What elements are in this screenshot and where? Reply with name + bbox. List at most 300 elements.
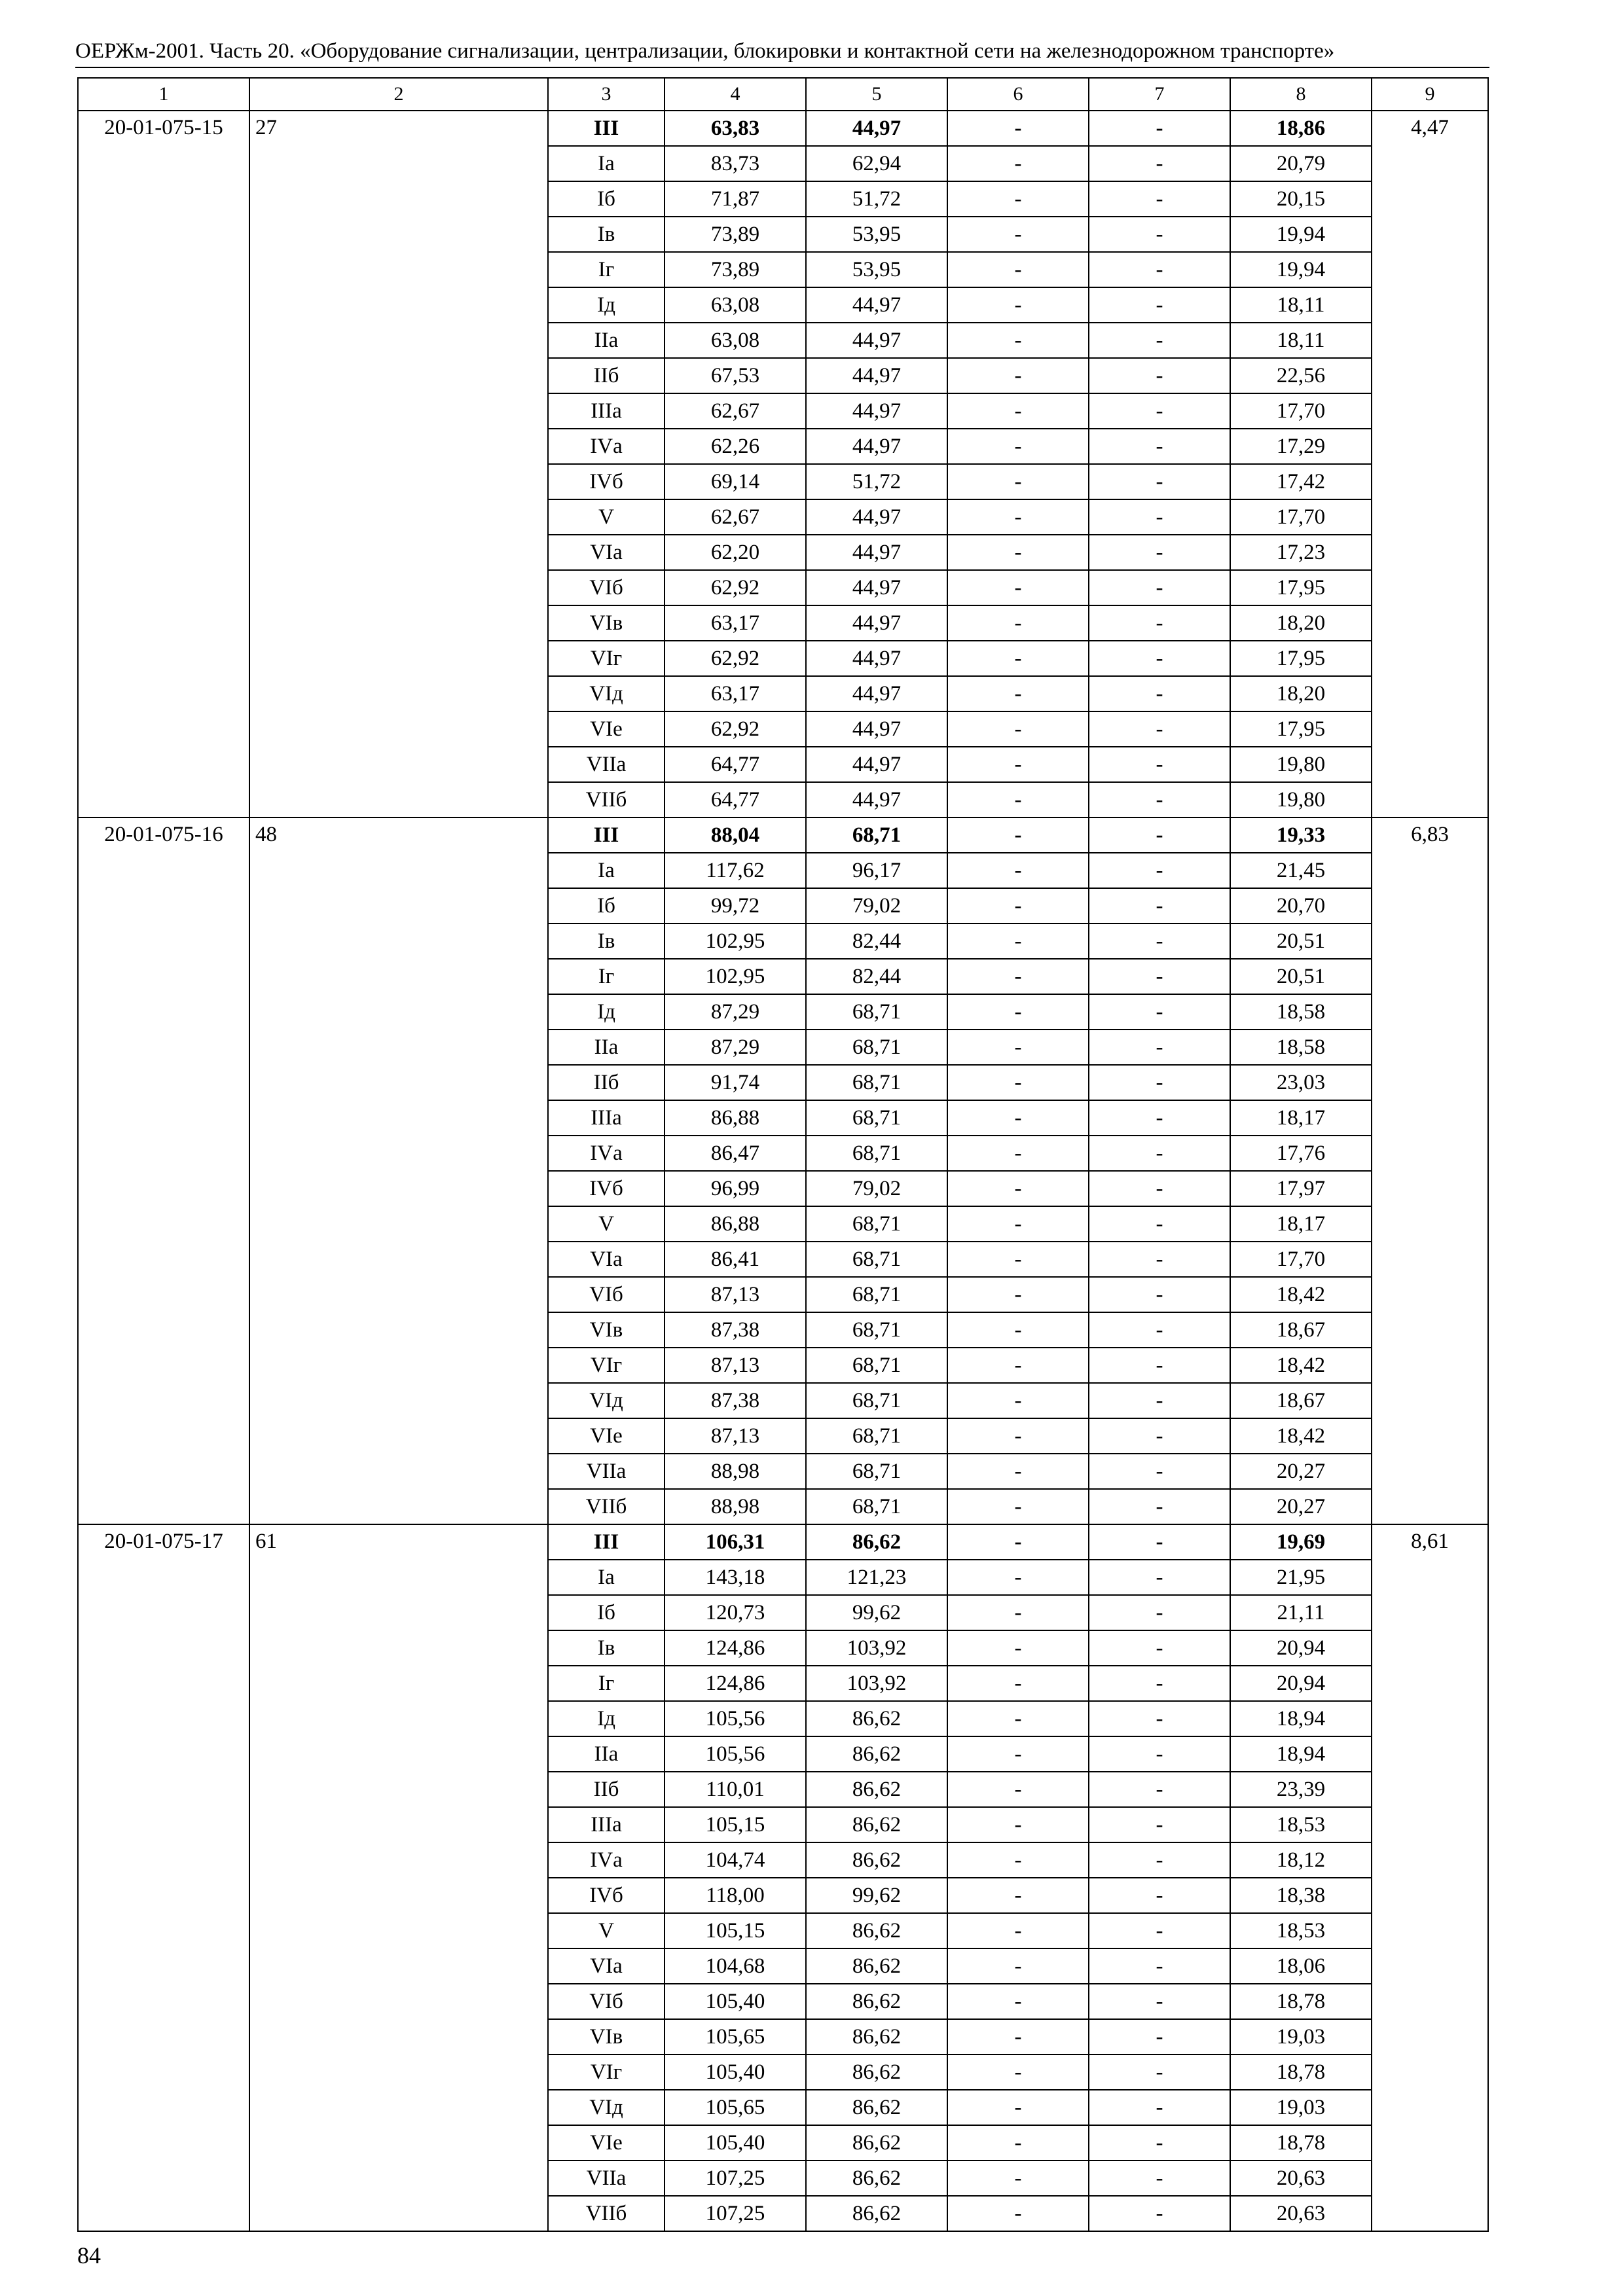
value-cell: - bbox=[1089, 1772, 1230, 1807]
value-cell: - bbox=[1089, 111, 1230, 146]
value-cell: - bbox=[947, 1100, 1089, 1136]
table-row bbox=[78, 111, 1488, 146]
zone-cell: VIв bbox=[548, 605, 665, 641]
value-cell: 18,42 bbox=[1230, 1277, 1372, 1312]
value-cell: - bbox=[947, 1948, 1089, 1984]
value-cell: - bbox=[947, 1418, 1089, 1454]
zone-cell: VIб bbox=[548, 1984, 665, 2019]
column-number-3: 3 bbox=[548, 78, 665, 111]
value-cell: - bbox=[1089, 959, 1230, 994]
value-cell: 79,02 bbox=[806, 1171, 947, 1206]
value-cell: 103,92 bbox=[806, 1630, 947, 1666]
value-cell: - bbox=[1089, 1136, 1230, 1171]
value-cell: - bbox=[947, 323, 1089, 358]
value-cell: 44,97 bbox=[806, 676, 947, 711]
value-cell: - bbox=[1089, 711, 1230, 747]
zone-cell: IIа bbox=[548, 1030, 665, 1065]
value-cell: - bbox=[947, 1030, 1089, 1065]
column-number-2: 2 bbox=[249, 78, 548, 111]
value-cell: 86,62 bbox=[806, 1772, 947, 1807]
zone-cell: Iг bbox=[548, 1666, 665, 1701]
value-cell: - bbox=[1089, 1489, 1230, 1524]
value-cell: - bbox=[947, 1560, 1089, 1595]
zone-cell: Iа bbox=[548, 146, 665, 181]
value-cell: - bbox=[947, 1206, 1089, 1242]
value-cell: - bbox=[947, 817, 1089, 853]
value-cell: 17,97 bbox=[1230, 1171, 1372, 1206]
value-cell: - bbox=[947, 1736, 1089, 1772]
value-cell: 44,97 bbox=[806, 287, 947, 323]
value-cell: 17,29 bbox=[1230, 429, 1372, 464]
value-cell: 18,78 bbox=[1230, 2054, 1372, 2090]
value-cell: 91,74 bbox=[665, 1065, 806, 1100]
value-cell: 18,42 bbox=[1230, 1348, 1372, 1383]
value-cell: - bbox=[1089, 358, 1230, 393]
value-cell: 17,23 bbox=[1230, 535, 1372, 570]
value-cell: 107,25 bbox=[665, 2161, 806, 2196]
column-number-5: 5 bbox=[806, 78, 947, 111]
value-cell: - bbox=[947, 2054, 1089, 2090]
value-cell: 20,70 bbox=[1230, 888, 1372, 924]
zone-cell: Iв bbox=[548, 924, 665, 959]
value-cell: 62,67 bbox=[665, 393, 806, 429]
value-cell: 86,62 bbox=[806, 2019, 947, 2054]
zone-cell: Iг bbox=[548, 959, 665, 994]
zone-cell: VIг bbox=[548, 641, 665, 676]
value-cell: - bbox=[947, 181, 1089, 217]
zone-cell: IVб bbox=[548, 1171, 665, 1206]
value-cell: - bbox=[947, 1277, 1089, 1312]
value-cell: - bbox=[947, 1065, 1089, 1100]
value-cell: 106,31 bbox=[665, 1524, 806, 1560]
value-cell: 86,62 bbox=[806, 1948, 947, 1984]
value-cell: 19,69 bbox=[1230, 1524, 1372, 1560]
value-cell: 23,39 bbox=[1230, 1772, 1372, 1807]
column-number-1: 1 bbox=[78, 78, 249, 111]
value-cell: 18,78 bbox=[1230, 2125, 1372, 2161]
value-cell: - bbox=[1089, 252, 1230, 287]
value-cell: 105,40 bbox=[665, 1984, 806, 2019]
value-cell: - bbox=[1089, 641, 1230, 676]
zone-cell: VIд bbox=[548, 2090, 665, 2125]
value-cell: - bbox=[947, 711, 1089, 747]
value-cell: 21,95 bbox=[1230, 1560, 1372, 1595]
value-cell: - bbox=[1089, 2090, 1230, 2125]
value-cell: 68,71 bbox=[806, 1065, 947, 1100]
zone-cell: IIа bbox=[548, 1736, 665, 1772]
value-cell: 82,44 bbox=[806, 959, 947, 994]
value-cell: 62,92 bbox=[665, 570, 806, 605]
value-cell: - bbox=[947, 605, 1089, 641]
zone-cell: Iг bbox=[548, 252, 665, 287]
value-cell: - bbox=[1089, 1701, 1230, 1736]
value-cell: 18,38 bbox=[1230, 1878, 1372, 1913]
value-cell: 99,62 bbox=[806, 1878, 947, 1913]
zone-cell: IVа bbox=[548, 429, 665, 464]
value-cell: - bbox=[1089, 1913, 1230, 1948]
value-cell: 86,62 bbox=[806, 1984, 947, 2019]
value-cell: - bbox=[1089, 2161, 1230, 2196]
value-cell: 118,00 bbox=[665, 1878, 806, 1913]
value-cell: 110,01 bbox=[665, 1772, 806, 1807]
value-cell: - bbox=[947, 2125, 1089, 2161]
value-cell: - bbox=[1089, 1842, 1230, 1878]
value-cell: 105,15 bbox=[665, 1913, 806, 1948]
value-cell: 20,94 bbox=[1230, 1666, 1372, 1701]
zone-cell: VIIб bbox=[548, 782, 665, 817]
value-cell: 87,38 bbox=[665, 1312, 806, 1348]
value-cell: 102,95 bbox=[665, 959, 806, 994]
rate-col9-value: 4,47 bbox=[1372, 111, 1488, 817]
zone-cell: VIIа bbox=[548, 747, 665, 782]
zone-cell: VIа bbox=[548, 1242, 665, 1277]
value-cell: 69,14 bbox=[665, 464, 806, 499]
value-cell: - bbox=[947, 1489, 1089, 1524]
header-rule bbox=[75, 67, 1489, 68]
value-cell: - bbox=[1089, 1242, 1230, 1277]
value-cell: - bbox=[947, 1984, 1089, 2019]
value-cell: - bbox=[947, 1666, 1089, 1701]
value-cell: 20,94 bbox=[1230, 1630, 1372, 1666]
value-cell: - bbox=[1089, 393, 1230, 429]
value-cell: - bbox=[1089, 1277, 1230, 1312]
value-cell: - bbox=[947, 1842, 1089, 1878]
value-cell: - bbox=[1089, 1560, 1230, 1595]
value-cell: - bbox=[1089, 1984, 1230, 2019]
zone-cell: Iв bbox=[548, 217, 665, 252]
value-cell: - bbox=[947, 429, 1089, 464]
value-cell: - bbox=[947, 1878, 1089, 1913]
value-cell: 68,71 bbox=[806, 1383, 947, 1418]
zone-cell: III bbox=[548, 111, 665, 146]
zone-cell: VIIа bbox=[548, 1454, 665, 1489]
value-cell: - bbox=[1089, 1065, 1230, 1100]
value-cell: 105,15 bbox=[665, 1807, 806, 1842]
value-cell: - bbox=[947, 1171, 1089, 1206]
zone-cell: V bbox=[548, 1913, 665, 1948]
value-cell: 19,03 bbox=[1230, 2019, 1372, 2054]
value-cell: 20,51 bbox=[1230, 959, 1372, 994]
zone-cell: Iб bbox=[548, 1595, 665, 1630]
value-cell: - bbox=[947, 464, 1089, 499]
value-cell: - bbox=[947, 2090, 1089, 2125]
value-cell: 44,97 bbox=[806, 499, 947, 535]
value-cell: 18,17 bbox=[1230, 1100, 1372, 1136]
value-cell: 20,63 bbox=[1230, 2161, 1372, 2196]
zone-cell: VIг bbox=[548, 2054, 665, 2090]
zone-cell: Iв bbox=[548, 1630, 665, 1666]
value-cell: 105,40 bbox=[665, 2125, 806, 2161]
value-cell: 44,97 bbox=[806, 641, 947, 676]
value-cell: 87,29 bbox=[665, 1030, 806, 1065]
value-cell: - bbox=[1089, 1383, 1230, 1418]
value-cell: - bbox=[1089, 464, 1230, 499]
value-cell: - bbox=[947, 853, 1089, 888]
value-cell: 107,25 bbox=[665, 2196, 806, 2231]
value-cell: - bbox=[1089, 1524, 1230, 1560]
value-cell: 86,62 bbox=[806, 1913, 947, 1948]
value-cell: 44,97 bbox=[806, 570, 947, 605]
value-cell: - bbox=[1089, 605, 1230, 641]
value-cell: - bbox=[947, 782, 1089, 817]
rate-code: 20-01-075-17 bbox=[78, 1524, 249, 2231]
value-cell: 18,11 bbox=[1230, 287, 1372, 323]
value-cell: 17,95 bbox=[1230, 570, 1372, 605]
value-cell: 87,13 bbox=[665, 1418, 806, 1454]
value-cell: 18,78 bbox=[1230, 1984, 1372, 2019]
zone-cell: Iб bbox=[548, 181, 665, 217]
value-cell: 44,97 bbox=[806, 782, 947, 817]
value-cell: 105,56 bbox=[665, 1736, 806, 1772]
rate-col2-value: 61 bbox=[249, 1524, 548, 2231]
value-cell: 62,94 bbox=[806, 146, 947, 181]
value-cell: 105,56 bbox=[665, 1701, 806, 1736]
value-cell: - bbox=[1089, 287, 1230, 323]
zone-cell: Iд bbox=[548, 1701, 665, 1736]
value-cell: 124,86 bbox=[665, 1630, 806, 1666]
value-cell: 68,71 bbox=[806, 1242, 947, 1277]
value-cell: 96,99 bbox=[665, 1171, 806, 1206]
zone-cell: Iб bbox=[548, 888, 665, 924]
value-cell: 18,94 bbox=[1230, 1736, 1372, 1772]
zone-cell: VIв bbox=[548, 1312, 665, 1348]
value-cell: - bbox=[1089, 994, 1230, 1030]
value-cell: - bbox=[1089, 146, 1230, 181]
value-cell: - bbox=[1089, 2019, 1230, 2054]
value-cell: - bbox=[1089, 888, 1230, 924]
value-cell: - bbox=[947, 535, 1089, 570]
value-cell: 124,86 bbox=[665, 1666, 806, 1701]
value-cell: - bbox=[1089, 499, 1230, 535]
value-cell: - bbox=[947, 888, 1089, 924]
value-cell: 86,62 bbox=[806, 1736, 947, 1772]
value-cell: - bbox=[1089, 747, 1230, 782]
value-cell: - bbox=[947, 393, 1089, 429]
value-cell: 68,71 bbox=[806, 1418, 947, 1454]
value-cell: 102,95 bbox=[665, 924, 806, 959]
value-cell: 18,67 bbox=[1230, 1383, 1372, 1418]
value-cell: 83,73 bbox=[665, 146, 806, 181]
value-cell: - bbox=[947, 994, 1089, 1030]
value-cell: - bbox=[947, 2196, 1089, 2231]
value-cell: 19,94 bbox=[1230, 217, 1372, 252]
value-cell: 21,45 bbox=[1230, 853, 1372, 888]
value-cell: - bbox=[1089, 2054, 1230, 2090]
zone-cell: V bbox=[548, 499, 665, 535]
value-cell: 104,74 bbox=[665, 1842, 806, 1878]
value-cell: 86,62 bbox=[806, 1524, 947, 1560]
value-cell: 68,71 bbox=[806, 1312, 947, 1348]
value-cell: 18,20 bbox=[1230, 605, 1372, 641]
value-cell: 62,67 bbox=[665, 499, 806, 535]
value-cell: - bbox=[1089, 429, 1230, 464]
column-number-8: 8 bbox=[1230, 78, 1372, 111]
value-cell: 18,53 bbox=[1230, 1913, 1372, 1948]
value-cell: - bbox=[1089, 1948, 1230, 1984]
value-cell: 18,58 bbox=[1230, 994, 1372, 1030]
value-cell: - bbox=[947, 499, 1089, 535]
zone-cell: Iд bbox=[548, 994, 665, 1030]
value-cell: 68,71 bbox=[806, 1030, 947, 1065]
value-cell: - bbox=[947, 1348, 1089, 1383]
value-cell: 44,97 bbox=[806, 747, 947, 782]
value-cell: - bbox=[947, 1136, 1089, 1171]
value-cell: - bbox=[1089, 817, 1230, 853]
value-cell: - bbox=[1089, 535, 1230, 570]
value-cell: 44,97 bbox=[806, 605, 947, 641]
value-cell: 73,89 bbox=[665, 252, 806, 287]
value-cell: 68,71 bbox=[806, 1277, 947, 1312]
value-cell: - bbox=[947, 1524, 1089, 1560]
zone-cell: IIIа bbox=[548, 1807, 665, 1842]
value-cell: - bbox=[1089, 1807, 1230, 1842]
value-cell: 82,44 bbox=[806, 924, 947, 959]
value-cell: 62,26 bbox=[665, 429, 806, 464]
value-cell: 67,53 bbox=[665, 358, 806, 393]
value-cell: 19,80 bbox=[1230, 747, 1372, 782]
value-cell: 44,97 bbox=[806, 358, 947, 393]
value-cell: - bbox=[947, 676, 1089, 711]
value-cell: 87,13 bbox=[665, 1277, 806, 1312]
column-number-4: 4 bbox=[665, 78, 806, 111]
zone-cell: IIIа bbox=[548, 1100, 665, 1136]
zone-cell: VIа bbox=[548, 535, 665, 570]
zone-cell: IIб bbox=[548, 1772, 665, 1807]
value-cell: 19,94 bbox=[1230, 252, 1372, 287]
column-number-row bbox=[78, 78, 1488, 111]
value-cell: 88,98 bbox=[665, 1489, 806, 1524]
value-cell: 63,17 bbox=[665, 676, 806, 711]
value-cell: - bbox=[1089, 1100, 1230, 1136]
value-cell: 18,17 bbox=[1230, 1206, 1372, 1242]
table-row bbox=[78, 1524, 1488, 1560]
value-cell: 68,71 bbox=[806, 1100, 947, 1136]
value-cell: 68,71 bbox=[806, 994, 947, 1030]
value-cell: - bbox=[947, 1630, 1089, 1666]
value-cell: 105,65 bbox=[665, 2090, 806, 2125]
value-cell: 44,97 bbox=[806, 429, 947, 464]
value-cell: 87,13 bbox=[665, 1348, 806, 1383]
value-cell: 68,71 bbox=[806, 817, 947, 853]
value-cell: 18,11 bbox=[1230, 323, 1372, 358]
column-number-6: 6 bbox=[947, 78, 1089, 111]
column-number-7: 7 bbox=[1089, 78, 1230, 111]
value-cell: - bbox=[947, 641, 1089, 676]
value-cell: 18,94 bbox=[1230, 1701, 1372, 1736]
page-number: 84 bbox=[77, 2242, 101, 2269]
value-cell: - bbox=[947, 146, 1089, 181]
value-cell: 88,98 bbox=[665, 1454, 806, 1489]
value-cell: 96,17 bbox=[806, 853, 947, 888]
page-header: ОЕРЖм-2001. Часть 20. «Оборудование сигнализации, централизации, блокировки и контактной сети на железнодорожном транспорте» bbox=[75, 39, 1335, 63]
table-header bbox=[78, 78, 1488, 111]
value-cell: 64,77 bbox=[665, 747, 806, 782]
value-cell: 63,08 bbox=[665, 287, 806, 323]
value-cell: - bbox=[947, 1913, 1089, 1948]
value-cell: 86,62 bbox=[806, 2090, 947, 2125]
value-cell: 44,97 bbox=[806, 711, 947, 747]
value-cell: 117,62 bbox=[665, 853, 806, 888]
value-cell: 86,88 bbox=[665, 1206, 806, 1242]
value-cell: 63,83 bbox=[665, 111, 806, 146]
zone-cell: III bbox=[548, 1524, 665, 1560]
value-cell: 87,29 bbox=[665, 994, 806, 1030]
value-cell: 21,11 bbox=[1230, 1595, 1372, 1630]
value-cell: 143,18 bbox=[665, 1560, 806, 1595]
zone-cell: IIа bbox=[548, 323, 665, 358]
value-cell: - bbox=[1089, 1206, 1230, 1242]
value-cell: - bbox=[947, 924, 1089, 959]
zone-cell: VIв bbox=[548, 2019, 665, 2054]
value-cell: 120,73 bbox=[665, 1595, 806, 1630]
value-cell: - bbox=[1089, 1630, 1230, 1666]
value-cell: 68,71 bbox=[806, 1136, 947, 1171]
zone-cell: VIIа bbox=[548, 2161, 665, 2196]
value-cell: 99,62 bbox=[806, 1595, 947, 1630]
value-cell: 17,70 bbox=[1230, 393, 1372, 429]
zone-cell: VIIб bbox=[548, 1489, 665, 1524]
value-cell: 68,71 bbox=[806, 1489, 947, 1524]
value-cell: 18,06 bbox=[1230, 1948, 1372, 1984]
value-cell: 68,71 bbox=[806, 1348, 947, 1383]
value-cell: 99,72 bbox=[665, 888, 806, 924]
value-cell: - bbox=[1089, 181, 1230, 217]
value-cell: 86,62 bbox=[806, 2161, 947, 2196]
value-cell: - bbox=[1089, 323, 1230, 358]
value-cell: 53,95 bbox=[806, 217, 947, 252]
table-body bbox=[78, 111, 1488, 2231]
value-cell: 20,27 bbox=[1230, 1489, 1372, 1524]
value-cell: 64,77 bbox=[665, 782, 806, 817]
value-cell: - bbox=[947, 1772, 1089, 1807]
value-cell: - bbox=[947, 1383, 1089, 1418]
value-cell: 20,63 bbox=[1230, 2196, 1372, 2231]
zone-cell: VIг bbox=[548, 1348, 665, 1383]
value-cell: 86,62 bbox=[806, 1842, 947, 1878]
zone-cell: VIIб bbox=[548, 2196, 665, 2231]
value-cell: 88,04 bbox=[665, 817, 806, 853]
value-cell: 86,62 bbox=[806, 1701, 947, 1736]
value-cell: 20,27 bbox=[1230, 1454, 1372, 1489]
value-cell: 51,72 bbox=[806, 181, 947, 217]
column-number-9: 9 bbox=[1372, 78, 1488, 111]
value-cell: 62,92 bbox=[665, 711, 806, 747]
rates-table bbox=[77, 77, 1489, 2232]
zone-cell: IVа bbox=[548, 1136, 665, 1171]
value-cell: - bbox=[1089, 1736, 1230, 1772]
value-cell: 18,67 bbox=[1230, 1312, 1372, 1348]
value-cell: 71,87 bbox=[665, 181, 806, 217]
value-cell: - bbox=[1089, 570, 1230, 605]
value-cell: 18,58 bbox=[1230, 1030, 1372, 1065]
zone-cell: IVа bbox=[548, 1842, 665, 1878]
value-cell: 17,76 bbox=[1230, 1136, 1372, 1171]
rate-col2-value: 27 bbox=[249, 111, 548, 817]
rate-code: 20-01-075-15 bbox=[78, 111, 249, 817]
value-cell: - bbox=[947, 1701, 1089, 1736]
rate-code: 20-01-075-16 bbox=[78, 817, 249, 1524]
value-cell: 44,97 bbox=[806, 393, 947, 429]
value-cell: 20,51 bbox=[1230, 924, 1372, 959]
value-cell: - bbox=[1089, 1312, 1230, 1348]
value-cell: 62,92 bbox=[665, 641, 806, 676]
zone-cell: Iа bbox=[548, 1560, 665, 1595]
value-cell: 18,12 bbox=[1230, 1842, 1372, 1878]
value-cell: 18,20 bbox=[1230, 676, 1372, 711]
value-cell: 86,62 bbox=[806, 1807, 947, 1842]
zone-cell: Iа bbox=[548, 853, 665, 888]
value-cell: 68,71 bbox=[806, 1454, 947, 1489]
